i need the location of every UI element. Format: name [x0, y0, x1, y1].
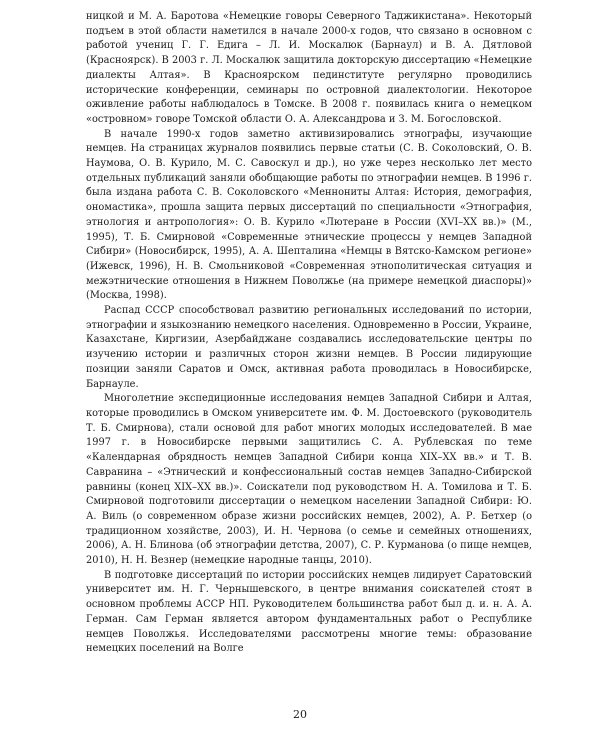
paragraph-1: ницкой и М. А. Баротова «Немецкие говоры Северного Таджикистана». Некоторый подъем в этой области наметился в начале 2000-х годов, что связано в основном с работой учениц Г. Г. Едига – Л. И. Москалюк (Барнаул) и В. А. Дятловой (Красноярск). В 2003 г. Л. Москалюк защитила докторскую диссертацию «Немецкие диалекты Алтая». В Красноярском пединституте регулярно проводились исторические конференции, семинары по островной диалектологии. Некоторое оживление работы наблюдалось в Томске. В 2008 г. появилась книга о немецком «островном» говоре Томской области О. А. Александрова и З. М. Богословской.	[86, 11, 532, 125]
paragraph-3: Распад СССР способствовал развитию региональных исследований по истории, этнографии и языкознанию немецкого населения. Одновременно в России, Украине, Казахстане, Киргизии, Азербайджане создавались исследовательские центры по изучению истории и различных сторон жизни немцев. В России лидирующие позиции заняли Саратов и Омск, активная работа проводилась в Новосибирске, Барнауле.	[86, 305, 532, 390]
paragraph-2: В начале 1990-х годов заметно активизировались этнографы, изучающие немцев. На страницах журналов появились первые статьи (С. В. Соколовский, О. В. Наумова, О. В. Курило, М. С. Савоскул и др.), но уже через несколько лет место отдельных публикаций заняли обобщающие работы по этнографии немцев. В 1996 г. была издана работа С. В. Соколовского «Меннониты Алтая: История, демография, ономастика», прошла защита первых диссертаций по специальности «Этнография, этнология и антропология»: О. В. Курило «Лютеране в России (XVI–XX вв.)» (М., 1995), Т. Б. Смирновой «Современные этнические процессы у немцев Западной Сибири» (Новосибирск, 1995), А. А. Шепталина «Немцы в Вятско-Камском регионе» (Ижевск, 1996), Н. В. Смольниковой «Современная этнополитическая ситуация и межэтнические отношения в Нижнем Поволжье (на примере немецкой диаспоры)» (Москва, 1998).	[86, 128, 532, 302]
paragraph-5: В подготовке диссертаций по истории российских немцев лидирует Саратовский университет им. Н. Г. Чернышевского, в центре внимания соискателей стоят в основном проблемы АССР НП. Руководителем большинства работ был д. и. н. А. А. Герман. Сам Герман является автором фундаментальных работ о Республике немцев Поволжья. Исследователями рассмотрены многие темы: образование немецких поселений на Волге	[86, 569, 532, 655]
paragraph-4: Многолетние экспедиционные исследования немцев Западной Сибири и Алтая, которые проводились в Омском университете им. Ф. М. Достоевского (руководитель Т. Б. Смирнова), стали основой для работ многих молодых исследователей. В мае 1997 г. в Новосибирске первыми защитились С. А. Рублевская по теме «Календарная обрядность немцев Западной Сибири конца XIX–XX вв.» и Т. В. Савранина – «Этнический и конфессиональный состав немцев Западно-Сибирской равнины (конец XIX–XX вв.)». Соискатели под руководством Н. А. Томилова и Т. Б. Смирновой подготовили диссертации о немецком населении Западной Сибири: Ю. А. Виль (о современном образе жизни российских немцев, 2002), А. Р. Бетхер (о традиционном хозяйстве, 2003), И. Н. Чернова (о семье и семейных отношениях, 2006), А. Н. Блинова (об этнографии детства, 2007), С. Р. Курманова (о пище немцев, 2010), Н. Н. Везнер (немецкие народные танцы, 2010).	[86, 393, 532, 567]
page-number: 20	[293, 708, 307, 721]
document-page	[86, 10, 532, 657]
